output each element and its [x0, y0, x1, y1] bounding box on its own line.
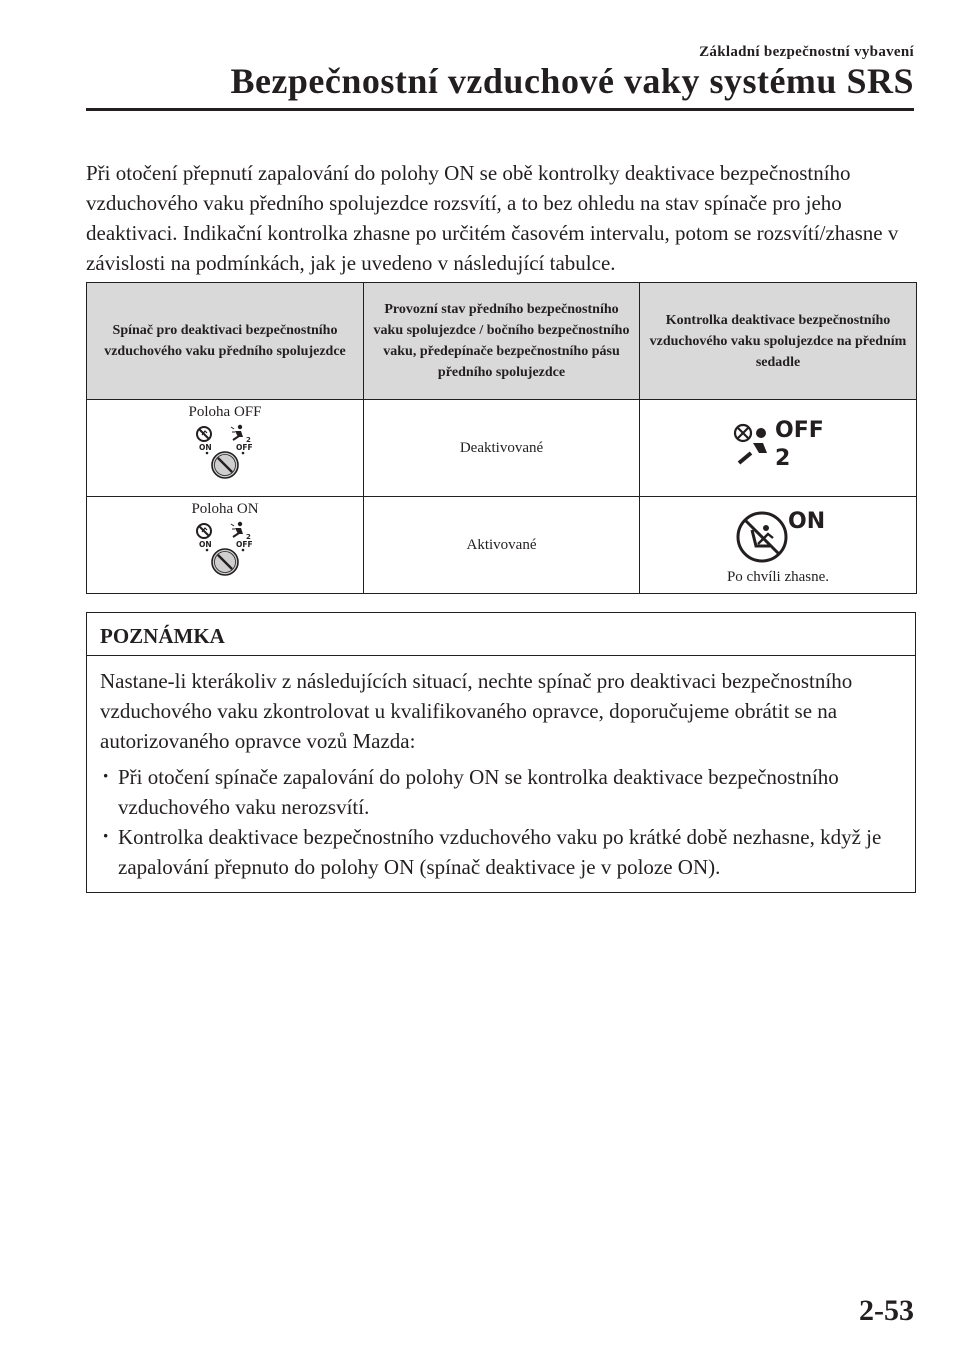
header-section: Základní bezpečnostní vybavení: [699, 44, 914, 60]
person-airbag-icon: [231, 425, 243, 440]
indicator-off-label: OFF: [775, 417, 824, 443]
table-header-row: [87, 283, 917, 400]
airbag-off-indicator-icon: [731, 417, 825, 475]
switch-cell: [87, 400, 364, 497]
table-header-state: Provozní stav předního bezpečnostního vaku spolujezdce / bočního bezpečnostního vaku, předepínače bezpečnostního pásu předního spolujezdce: [364, 283, 640, 400]
switch-num-label: 2: [246, 436, 251, 444]
table-header-switch: Spínač pro deaktivaci bezpečnostního vzduchového vaku předního spolujezdce: [87, 283, 364, 400]
state-cell: [364, 400, 640, 497]
switch-on-label: ON: [199, 540, 212, 549]
page-title: Bezpečnostní vzduchové vaky systému SRS: [230, 61, 914, 101]
indicator-cell: [640, 400, 917, 497]
note-bullet: · Kontrolka deaktivace bezpečnostního vzduchového vaku po krátké době nezhasne, když je zapalování přepnuto do polohy ON (spínač deaktivace je v poloze ON).: [100, 822, 902, 882]
key-switch-off-icon: [187, 423, 263, 481]
switch-position-label: Poloha ON: [191, 501, 259, 517]
page-number: 2-53: [859, 1294, 914, 1327]
airbag-on-indicator-icon: [728, 504, 828, 566]
note-box: [86, 612, 916, 893]
table-header-indicator: Kontrolka deaktivace bezpečnostního vzduchového vaku spolujezdce na předním sedadle: [640, 283, 917, 400]
key-switch-on-icon: [187, 520, 263, 578]
switch-off-label: OFF: [236, 540, 253, 549]
indicator-on-label: ON: [788, 509, 826, 534]
indicator-cell: [640, 497, 917, 594]
note-body: [87, 656, 915, 892]
state-text: Aktivované: [466, 536, 537, 553]
switch-position-label: Poloha OFF: [188, 404, 262, 420]
table-row: [87, 497, 917, 594]
state-cell: [364, 497, 640, 594]
table-row: [87, 400, 917, 497]
indicator-num-label: 2: [775, 445, 791, 471]
switch-off-label: OFF: [236, 443, 253, 452]
airbag-off-symbol-icon: [197, 524, 211, 538]
intro-paragraph: Při otočení přepnutí zapalování do polohy ON se obě kontrolky deaktivace bezpečnostního vzduchového vaku předního spolujezdce rozsvítí, a to bez ohledu na stav spínače pro jeho deaktivaci. Indikační kontrolka zhasne po určitém časovém intervalu, potom se rozsvítí/zhasne v závislosti na podmínkách, jak je uvedeno v následující tabulce.: [86, 161, 899, 275]
switch-num-label: 2: [246, 533, 251, 541]
state-text: Deaktivované: [459, 439, 544, 456]
airbag-off-symbol-icon: [197, 427, 211, 441]
indicator-note: Po chvíli zhasne.: [726, 569, 830, 585]
header-rule: [86, 108, 914, 111]
note-text: Nastane-li kterákoliv z následujících situací, nechte spínač pro deaktivaci bezpečnostního vzduchového vaku zkontrolovat u kvalifikovaného opravce, doporučujeme obrátit se na autorizovaného opravce vozů Mazda:: [100, 669, 853, 753]
note-bullet: · Při otočení spínače zapalování do polohy ON se kontrolka deaktivace bezpečnostního vzduchového vaku nerozsvítí.: [100, 762, 902, 822]
person-airbag-icon: [231, 522, 243, 537]
note-title: POZNÁMKA: [87, 613, 915, 656]
airbag-status-table: [86, 282, 917, 594]
switch-cell: [87, 497, 364, 594]
switch-on-label: ON: [199, 443, 212, 452]
